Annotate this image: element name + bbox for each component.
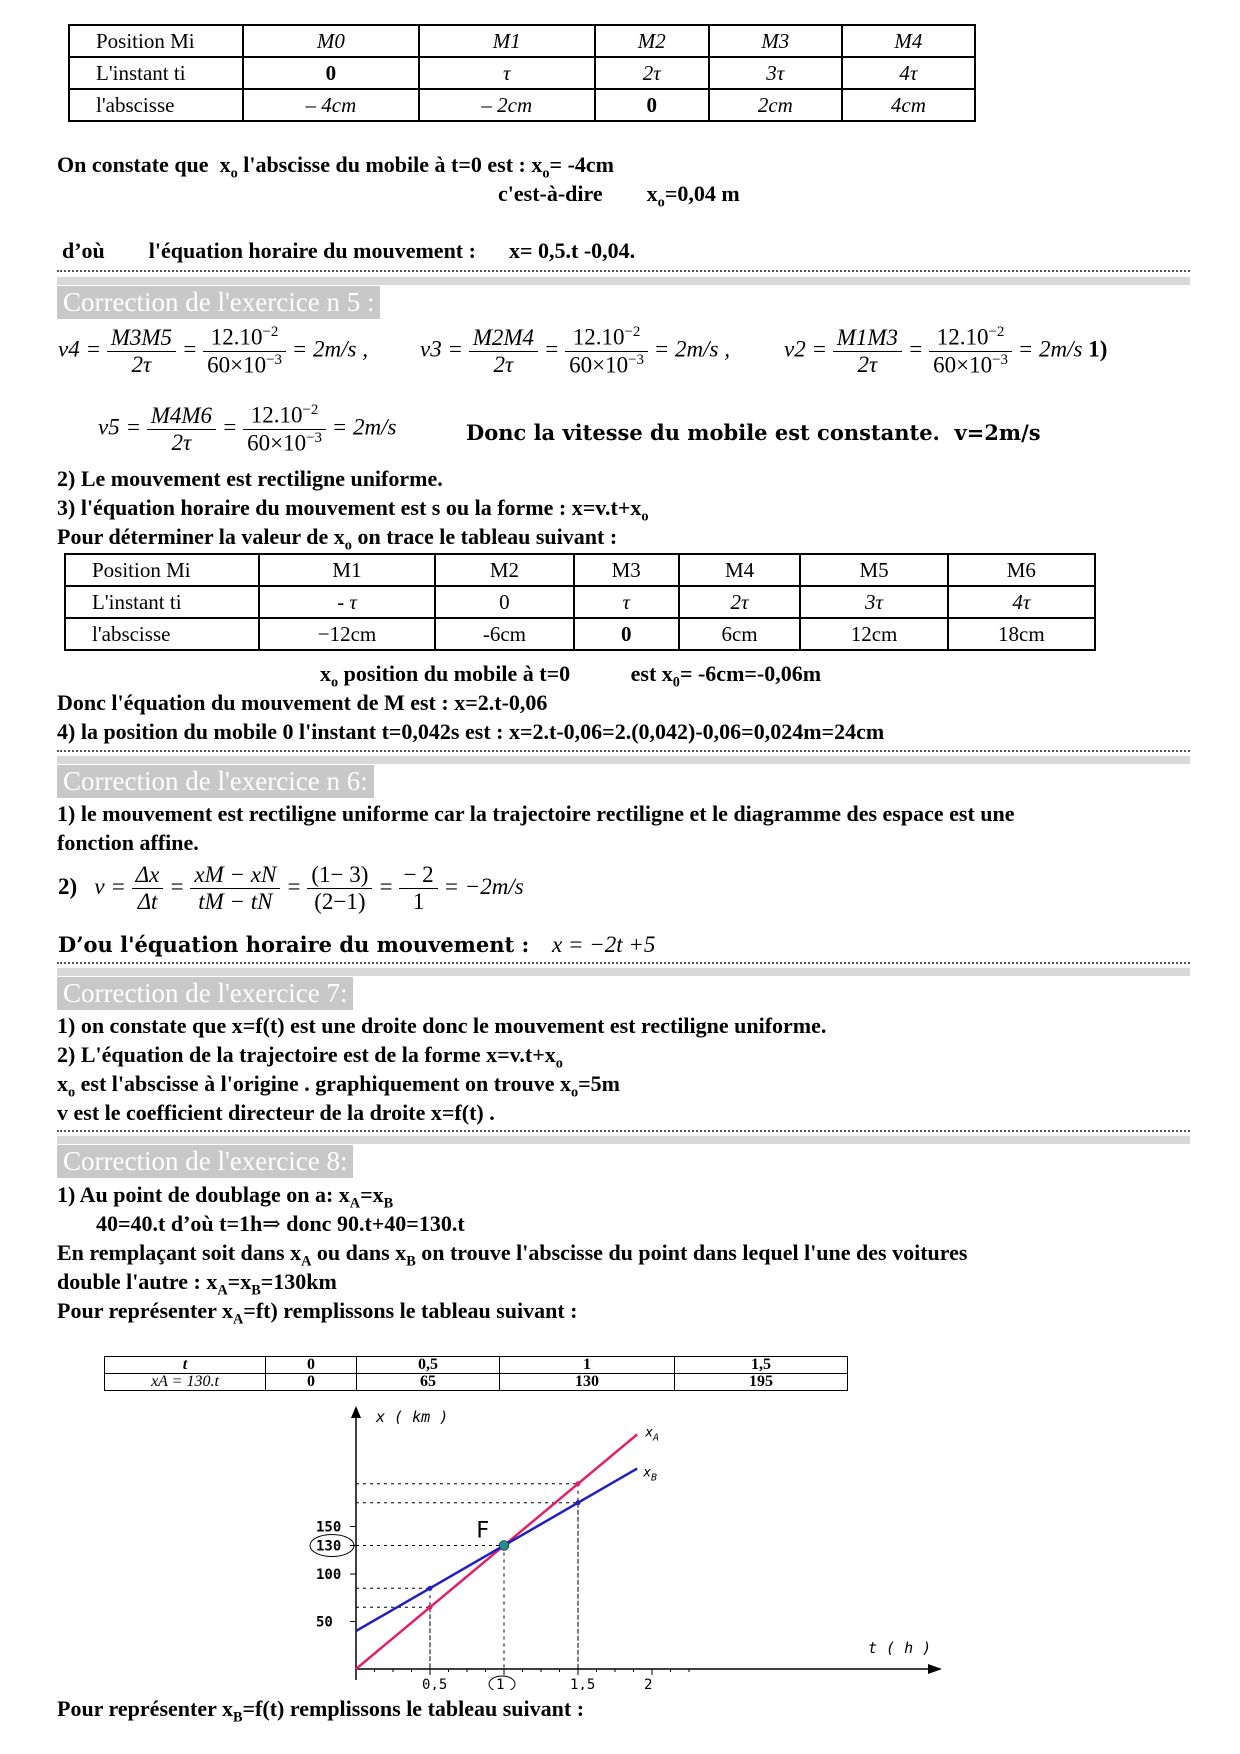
x-axis-label: t ( h ) [868,1639,932,1657]
table-cell: 0 [574,618,679,650]
table-cell: M3 [709,25,842,57]
data-point [576,1481,581,1486]
equation-v5: v5 = $\frac{M4M6}{2\tau}$ = $\frac{12.10^{-2}}{60\times 10^{-3}}$ = 2m/s [98,402,397,456]
ex4-line-1: On constate que $x_o$ l'abscisse du mobile à t=0 est : $x_o= -4cm$ [57,152,614,182]
table-cell: M4 [679,554,801,586]
y-axis-label: x ( km ) [376,1408,449,1426]
equation-v3: v3 = $\frac{M2M4}{2\tau}$ = $\frac{12.10^{-2}}{60\times 10^{-3}}$ = 2m/s , [420,324,730,378]
table-row [65,586,1095,618]
table-cell: τ [419,57,595,89]
table-cell: 4cm [842,89,975,121]
x-tick-label: 1,5 [570,1677,596,1690]
table-cell: M4 [842,25,975,57]
y-tick-label: 100 [316,1567,342,1583]
table-cell: Position Mi [69,25,243,57]
separator [57,1136,1190,1144]
table-cell: 2τ [595,57,709,89]
table-cell: M0 [243,25,419,57]
line-label-xb: $x_B$ [643,1465,658,1484]
table-cell: xA = 130.t [105,1374,266,1391]
table-cell: 2τ [679,586,801,618]
series-line-xB [356,1469,637,1631]
separator [57,277,1190,285]
ex5-line-5: $x_o$ position du mobile à t=0 est $x_0= -6cm=-0,06m$ [320,661,822,691]
table-cell: 3τ [800,586,947,618]
table-cell: M1 [419,25,595,57]
x-tick-label: 2 [644,1677,653,1690]
ex6-line-1: 1) le mouvement est rectiligne uniforme car la trajectoire rectiligne et le diagramme des espace est une [57,801,1015,826]
table-cell: 65 [357,1374,500,1391]
table-cell: M2 [595,25,709,57]
table-cell: 2cm [709,89,842,121]
ex8-line-2: 40=40.t d’où t=1h⇒ donc 90.t+40=130.t [96,1211,465,1236]
series-line-xA [356,1434,637,1669]
table-positions-2 [64,553,1096,651]
y-axis-arrow [351,1406,361,1418]
ex4-line-3: d’où l'équation horaire du mouvement : x= 0,5.t -0,04. [62,238,636,263]
table-cell: - τ [259,586,435,618]
equation-v2: v2 = $\frac{M1M3}{2\tau}$ = $\frac{12.10^{-2}}{60\times 10^{-3}}$ = 2m/s 1) [784,324,1108,378]
table-cell: M1 [259,554,435,586]
line-label-xa: $x_A$ [645,1425,660,1444]
table-cell: 0 [243,57,419,89]
table-cell: -6cm [435,618,574,650]
table-cell: l'abscisse [69,89,243,121]
table-cell: 4τ [948,586,1095,618]
ex8-line-6: Pour représenter $x_B=f(t)$ remplissons le tableau suivant : [57,1696,585,1726]
table-row [105,1374,848,1391]
x-tick-label: 1 [496,1677,505,1690]
ex8-line-4: double l'autre : $x_A=x_B=130km$ [57,1269,337,1299]
ex8-line-5: Pour représenter $x_A=ft$) remplissons le tableau suivant : [57,1298,578,1328]
table-cell: 0 [595,89,709,121]
table-row [69,57,975,89]
table-cell: Position Mi [65,554,259,586]
ex6-equation-final: x = −2t +5 [552,932,656,957]
table-cell: M6 [948,554,1095,586]
ex8-line-1: 1) Au point de doublage on a: $x_A=x_B$ [57,1182,394,1212]
table-cell: 1 [500,1357,675,1374]
table-cell: 12cm [800,618,947,650]
separator [57,756,1190,764]
ex5-line-7: 4) la position du mobile 0 l'instant t=0,042s est : x=2.t-0,06=2.(0,042)-0,06=0,024m=24cm [57,719,885,744]
table-xa [104,1356,848,1391]
table-cell: τ [574,586,679,618]
equation-ex6: 2) v = $\frac{\Delta x}{\Delta t}$ = $\frac{xM - xN}{tM - tN}$ = $\frac{(1- 3)}{(2-1)}$ = $\frac{- 2}{1}$ = −2m/s [58,862,524,914]
equation-v4: v4 = $\frac{M3M5}{2\tau}$ = $\frac{12.10^{-2}}{60\times 10^{-3}}$ = 2m/s , [58,324,368,378]
table-cell: M2 [435,554,574,586]
table-cell: 130 [500,1374,675,1391]
table-cell: 4τ [842,57,975,89]
x-tick-label: 0,5 [422,1677,448,1690]
ex5-line-4: Pour déterminer la valeur de $x_o$ on trace le tableau suivant : [57,524,618,554]
ex7-line-1: 1) on constate que x=f(t) est une droite donc le mouvement est rectiligne uniforme. [57,1013,827,1038]
table-cell: 0 [435,586,574,618]
table-cell: 0,5 [357,1357,500,1374]
ex5-line-3: 3) l'équation horaire du mouvement est s ou la forme : $x=v.t+x_o$ [57,495,649,525]
table-cell: −12cm [259,618,435,650]
section-header-ex7: Correction de l'exercice 7: [57,977,353,1010]
ex6-line-1b: fonction affine. [57,830,199,855]
position-time-graph [260,1400,980,1690]
table-row [105,1357,848,1374]
table-cell: L'instant ti [65,586,259,618]
separator [57,750,1190,752]
table-row [69,25,975,57]
separator [57,962,1190,964]
table-cell: 0 [266,1374,357,1391]
ex6-line-3: D’ou l'équation horaire du mouvement : [58,932,530,957]
section-header-ex6: Correction de l'exercice n 6: [57,765,374,798]
intersection-point [499,1541,509,1551]
y-tick-label: 150 [316,1519,342,1536]
table-cell: 1,5 [675,1357,848,1374]
table-cell: l'abscisse [65,618,259,650]
ex7-line-4: v est le coefficient directeur de la droite x=f(t) . [57,1100,495,1125]
data-point [576,1500,581,1505]
ex5-conclusion: Donc la vitesse du mobile est constante. v=2m/s [466,420,1041,445]
table-row [69,89,975,121]
ex8-line-3: En remplaçant soit dans $x_A$ ou dans $x_B$ on trouve l'abscisse du point dans lequel l'une des voitures [57,1240,968,1270]
table-cell: L'instant ti [69,57,243,89]
table-cell: – 4cm [243,89,419,121]
table-cell: M5 [800,554,947,586]
table-cell: 3τ [709,57,842,89]
separator [57,270,1190,272]
table-cell: – 2cm [419,89,595,121]
table-cell: 18cm [948,618,1095,650]
table-positions-1 [68,24,976,122]
ex7-line-3: $x_o$ est l'abscisse à l'origine . graphiquement on trouve $x_o=5m$ [57,1071,621,1101]
ex4-line-2: c'est-à-dire $x_o=0,04$ m [498,181,740,211]
table-cell: t [105,1357,266,1374]
data-point [428,1586,433,1591]
table-row [65,618,1095,650]
y-tick-label: 130 [316,1538,342,1555]
separator [57,1130,1190,1132]
separator [57,968,1190,976]
ex5-line-2: 2) Le mouvement est rectiligne uniforme. [57,466,443,491]
y-tick-label: 50 [316,1614,333,1631]
section-header-ex5: Correction de l'exercice n 5 : [57,286,380,319]
section-header-ex8: Correction de l'exercice 8: [57,1145,353,1178]
point-label-f: F [476,1518,490,1544]
table-cell: 0 [266,1357,357,1374]
table-row [65,554,1095,586]
table-cell: M3 [574,554,679,586]
ex5-line-6: Donc l'équation du mouvement de M est : x=2.t-0,06 [57,690,548,715]
ex7-line-2: 2) L'équation de la trajectoire est de la forme $x=v.t+x_o$ [57,1042,563,1072]
table-cell: 6cm [679,618,801,650]
table-cell: 195 [675,1374,848,1391]
x-axis-arrow [928,1664,942,1674]
data-point [428,1605,433,1610]
